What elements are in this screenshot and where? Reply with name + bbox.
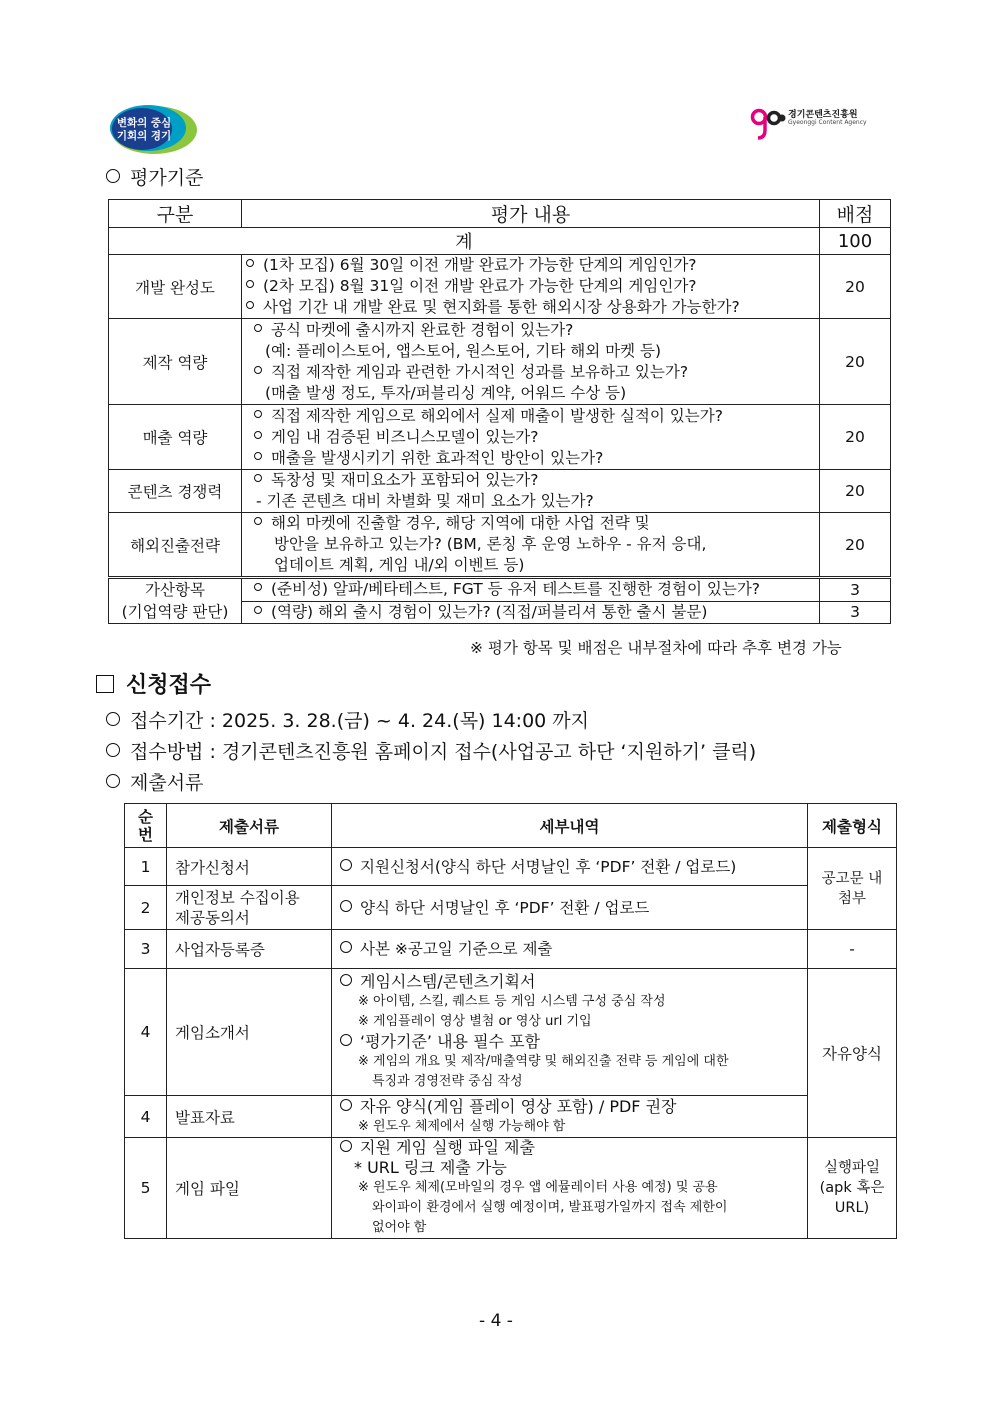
- table-row: [125, 930, 897, 969]
- table-row: [109, 513, 891, 578]
- eval-note: ※ 평가 항목 및 배점은 내부절차에 따라 추후 변경 가능: [470, 639, 842, 657]
- circle-bullet-icon: [106, 169, 120, 183]
- table-row: [125, 969, 897, 1096]
- doc-detail: 게임시스템/콘텐츠기획서 ※ 아이템, 스킬, 퀘스트 등 게임 시스템 구성 중심 작성 ※ 게임플레이 영상 별첨 or 영상 url 기입 ‘평가기준’ 내용 필수 포함 ※ 게임의 개요 및 제작/매출역량 및 해외진출 전략 등 게임에 대한 특징과 경영전략 중심 작성: [332, 969, 808, 1096]
- page-number: - 4 -: [479, 1311, 513, 1331]
- score-cell: 20: [820, 405, 891, 470]
- circle-bullet-icon: [254, 583, 262, 591]
- gca-logo-mark: [750, 104, 786, 144]
- items-cell: 직접 제작한 게임으로 해외에서 실제 매출이 발생한 실적이 있는가? 게임 내 검증된 비즈니스모델이 있는가? 매출을 발생시키기 위한 효과적인 방안이 있는가?: [242, 405, 820, 470]
- circle-bullet-icon: [254, 474, 262, 482]
- category-cell: 개발 완성도: [109, 255, 242, 319]
- score-cell: 20: [820, 470, 891, 513]
- row-number: 1: [125, 848, 167, 886]
- circle-bullet-icon: [254, 452, 262, 460]
- evaluation-table: [108, 199, 891, 624]
- circle-bullet-icon: [254, 410, 262, 418]
- col-header-no: 순 번: [125, 804, 167, 848]
- table-row: [109, 255, 891, 319]
- circle-bullet-icon: [340, 1140, 352, 1152]
- category-cell: 콘텐츠 경쟁력: [109, 470, 242, 513]
- logo-line1: 변화의 중심: [116, 117, 172, 129]
- doc-detail: 사본 ※공고일 기준으로 제출: [332, 930, 808, 969]
- score-cell: 20: [820, 513, 891, 578]
- row-number: 4: [125, 1096, 167, 1138]
- row-number: 4: [125, 969, 167, 1096]
- format-cell: -: [808, 930, 897, 969]
- format-cell: 자유양식: [808, 969, 897, 1138]
- doc-name: 게임 파일: [167, 1138, 332, 1239]
- circle-bullet-icon: [254, 431, 262, 439]
- circle-bullet-icon: [254, 606, 262, 614]
- category-cell: 제작 역량: [109, 319, 242, 405]
- format-cell: 공고문 내 첨부: [808, 848, 897, 930]
- doc-name: 게임소개서: [167, 969, 332, 1096]
- items-cell: 독창성 및 재미요소가 포함되어 있는가? - 기존 콘텐츠 대비 차별화 및 재미 요소가 있는가?: [242, 470, 820, 513]
- row-number: 3: [125, 930, 167, 969]
- circle-bullet-icon: [340, 941, 352, 953]
- doc-name: 개인정보 수집이용 제공동의서: [167, 886, 332, 930]
- circle-bullet-icon: [254, 324, 262, 332]
- row-number: 5: [125, 1138, 167, 1239]
- col-header-detail: 세부내역: [332, 804, 808, 848]
- circle-bullet-icon: [106, 712, 120, 726]
- circle-bullet-icon: [340, 859, 352, 871]
- table-row: [109, 319, 891, 405]
- col-header-score: 배점: [820, 200, 891, 228]
- circle-bullet-icon: [106, 743, 120, 757]
- doc-name: 사업자등록증: [167, 930, 332, 969]
- logo-line2: 기회의 경기: [116, 130, 172, 142]
- category-cell: 매출 역량: [109, 405, 242, 470]
- circle-bullet-icon: [254, 517, 262, 525]
- doc-detail: 자유 양식(게임 플레이 영상 포함) / PDF 권장 ※ 윈도우 체제에서 실행 가능해야 함: [332, 1096, 808, 1138]
- table-row: [125, 848, 897, 886]
- score-cell: 3: [820, 578, 891, 602]
- circle-bullet-icon: [340, 974, 352, 986]
- circle-bullet-icon: [340, 1099, 352, 1111]
- col-header-category: 구분: [109, 200, 242, 228]
- table-row: [109, 578, 891, 602]
- circle-bullet-icon: [246, 301, 254, 309]
- bonus-item-cell: (준비성) 알파/베타테스트, FGT 등 유저 테스트를 진행한 경험이 있는가?: [242, 578, 820, 602]
- table-row: [109, 470, 891, 513]
- table-row: [125, 1096, 897, 1138]
- eval-criteria-heading: 평가기준: [106, 163, 203, 190]
- category-cell: 해외진출전략: [109, 513, 242, 578]
- bonus-category-cell: 가산항목 (기업역량 판단): [109, 578, 242, 624]
- items-cell: (1차 모집) 6월 30일 이전 개발 완료가 가능한 단계의 게임인가? (2차 모집) 8월 31일 이전 개발 완료가 가능한 단계의 게임인가? 사업 기간 내 개발 완료 및 현지화를 통한 해외시장 상용화가 가능한가?: [242, 255, 820, 319]
- application-period: 접수기간 : 2025. 3. 28.(금) ~ 4. 24.(목) 14:00 까지: [106, 706, 589, 733]
- gca-logo-subtitle: Gyeonggi Content Agency: [788, 119, 867, 126]
- col-header-format: 제출형식: [808, 804, 897, 848]
- doc-detail: 지원 게임 실행 파일 제출 * URL 링크 제출 가능 ※ 윈도우 체제(모바일의 경우 앱 에뮬레이터 사용 예정) 및 공용 와이파이 환경에서 실행 예정이며, 발표평가일까지 접속 제한이 없어야 함: [332, 1138, 808, 1239]
- circle-bullet-icon: [254, 366, 262, 374]
- documents-heading: 제출서류: [106, 768, 203, 795]
- bonus-item-cell: (역량) 해외 출시 경험이 있는가? (직접/퍼블리셔 통한 출시 불문): [242, 601, 820, 624]
- total-score: 100: [820, 228, 891, 255]
- circle-bullet-icon: [340, 900, 352, 912]
- documents-table: [124, 803, 897, 1239]
- gca-logo-title: 경기콘텐츠진흥원: [788, 110, 858, 120]
- col-header-doc: 제출서류: [167, 804, 332, 848]
- circle-bullet-icon: [246, 259, 254, 267]
- doc-detail: 양식 하단 서명날인 후 ‘PDF’ 전환 / 업로드: [332, 886, 808, 930]
- total-label: 계: [109, 228, 820, 255]
- doc-name: 참가신청서: [167, 848, 332, 886]
- square-bullet-icon: [96, 675, 114, 693]
- gyeonggi-slogan-logo: [110, 103, 198, 155]
- table-row: [125, 1138, 897, 1239]
- items-cell: 공식 마켓에 출시까지 완료한 경험이 있는가? (예: 플레이스토어, 앱스토어, 원스토어, 기타 해외 마켓 등) 직접 제작한 게임과 관련한 가시적인 성과를 보유하고 있는가? (매출 발생 정도, 투자/퍼블리싱 계약, 어워드 수상 등): [242, 319, 820, 405]
- application-method: 접수방법 : 경기콘텐츠진흥원 홈페이지 접수(사업공고 하단 ‘지원하기’ 클릭): [106, 737, 756, 764]
- circle-bullet-icon: [246, 280, 254, 288]
- circle-bullet-icon: [340, 1034, 352, 1046]
- doc-detail: 지원신청서(양식 하단 서명날인 후 ‘PDF’ 전환 / 업로드): [332, 848, 808, 886]
- row-number: 2: [125, 886, 167, 930]
- score-cell: 20: [820, 319, 891, 405]
- application-heading: 신청접수: [96, 668, 211, 699]
- score-cell: 20: [820, 255, 891, 319]
- circle-bullet-icon: [106, 774, 120, 788]
- col-header-content: 평가 내용: [242, 200, 820, 228]
- table-row: [125, 886, 897, 930]
- items-cell: 해외 마켓에 진출할 경우, 해당 지역에 대한 사업 전략 및 방안을 보유하고 있는가? (BM, 론칭 후 운영 노하우 - 유저 응대, 업데이트 계획, 게임 내/외 이벤트 등): [242, 513, 820, 578]
- score-cell: 3: [820, 601, 891, 624]
- table-row: [109, 405, 891, 470]
- format-cell: 실행파일 (apk 혹은 URL): [808, 1138, 897, 1239]
- doc-name: 발표자료: [167, 1096, 332, 1138]
